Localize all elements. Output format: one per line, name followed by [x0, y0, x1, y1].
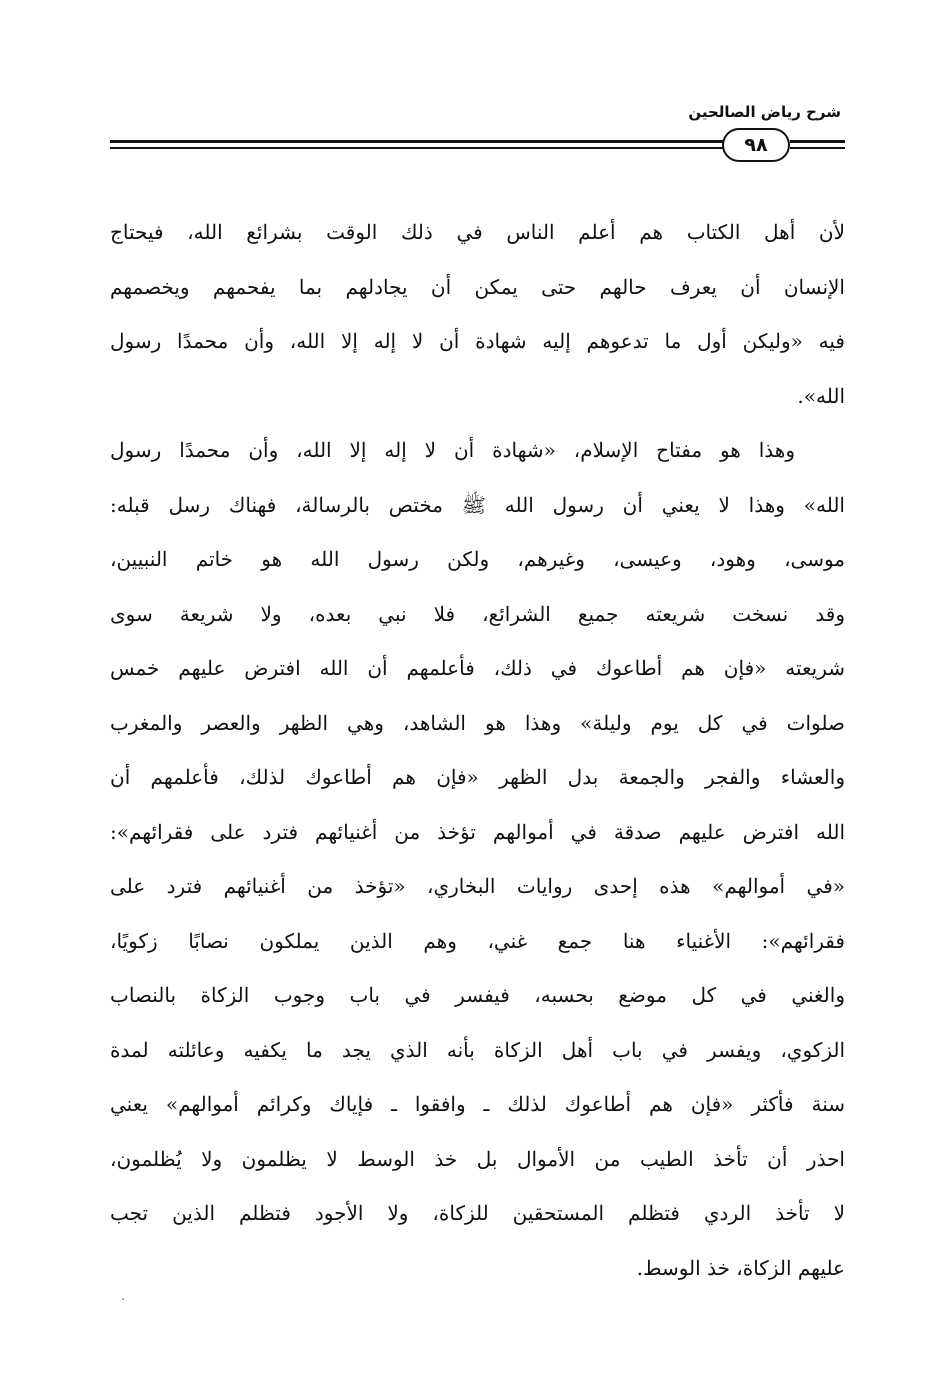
text-line: فيه «وليكن أول ما تدعوهم إليه شهادة أن لا إله إلا الله، وأن محمدًا رسول [110, 329, 845, 353]
header-rule-top-left [110, 140, 723, 143]
text-line: والعشاء والفجر والجمعة بدل الظهر «فإن هم أطاعوك لذلك، فأعلمهم أن [110, 765, 845, 789]
text-line: وقد نسخت شريعته جميع الشرائع، فلا نبي بعده، ولا شريعة سوى [110, 601, 845, 626]
text-line: وهذا هو مفتاح الإسلام، «شهادة أن لا إله إلا الله، وأن محمدًا رسول [110, 438, 795, 462]
header-rule-bottom-left [110, 147, 723, 149]
text-line: الإنسان أن يعرف حالهم حتى يمكن أن يجادلهم بما يفحمهم ويخصمهم [110, 274, 845, 299]
page-number: ٩٨ [722, 128, 790, 162]
text-line: والغني في كل موضع بحسبه، فيفسر في باب وجوب الزكاة بالنصاب [110, 983, 845, 1007]
main-text [110, 205, 845, 1295]
text-line: لأن أهل الكتاب هم أعلم الناس في ذلك الوقت بشرائع الله، فيحتاج [110, 220, 845, 244]
header-rule-top-right [790, 140, 845, 143]
running-title: شرح رياض الصالحين [688, 103, 841, 121]
text-line: الله». [797, 383, 845, 408]
text-line: عليهم الزكاة، خذ الوسط. [636, 1255, 845, 1280]
text-line: الزكوي، ويفسر في باب أهل الزكاة بأنه الذي يجد ما يكفيه وعائلته لمدة [110, 1037, 845, 1062]
text-line: شريعته «فإن هم أطاعوك في ذلك، فأعلمهم أن الله افترض عليهم خمس [110, 656, 845, 680]
text-line: الله افترض عليهم صدقة في أموالهم تؤخذ من أغنيائهم فترد على فقرائهم»: [110, 819, 845, 844]
header-rule-bottom-right [790, 147, 845, 149]
text-line: احذر أن تأخذ الطيب من الأموال بل خذ الوسط لا يظلمون ولا يُظلمون، [110, 1146, 845, 1171]
text-line: «في أموالهم» هذه إحدى روايات البخاري، «تؤخذ من أغنيائهم فترد على [110, 874, 845, 898]
scan-speck [122, 1298, 124, 1300]
text-line: فقرائهم»: الأغنياء هنا جمع غني، وهم الذين يملكون نصابًا زكويًا، [110, 928, 845, 953]
text-line: موسى، وهود، وعيسى، وغيرهم، ولكن رسول الله هو خاتم النبيين، [110, 547, 845, 571]
text-line: الله» وهذا لا يعني أن رسول الله ﷺ مختص بالرسالة، فهناك رسل قبله: [110, 492, 845, 517]
text-line: صلوات في كل يوم وليلة» وهذا هو الشاهد، وهي الظهر والعصر والمغرب [110, 710, 845, 735]
text-line: سنة فأكثر «فإن هم أطاعوك لذلك ـ وافقوا ـ فإياك وكرائم أموالهم» يعني [110, 1092, 845, 1116]
text-line: لا تأخذ الردي فتظلم المستحقين للزكاة، ولا الأجود فتظلم الذين تجب [110, 1201, 845, 1225]
